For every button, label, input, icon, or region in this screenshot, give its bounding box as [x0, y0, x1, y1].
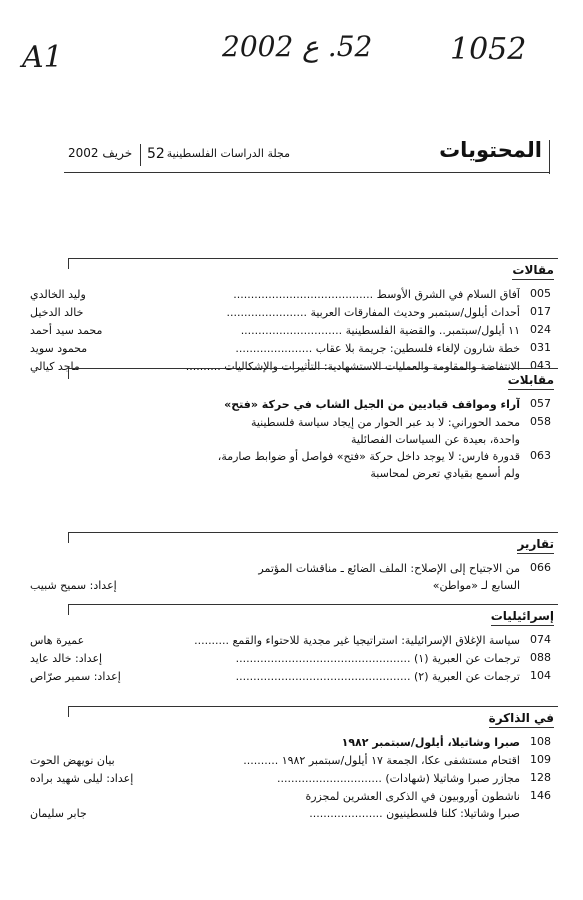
toc-entry: [30, 771, 558, 789]
entry-title: خطة شارون لإلغاء فلسطين: جريمة بلا عقاب ......................: [235, 342, 520, 355]
entry-title: آراء ومواقف قياديين من الجيل الشاب في حركة «فتح»: [224, 398, 520, 411]
contents-header: [64, 138, 550, 172]
page-number: 088: [530, 651, 551, 664]
toc-entry: [30, 397, 558, 415]
entry-author: وليد الخالدي: [30, 288, 86, 301]
journal-name: مجلة الدراسات الفلسطينية: [166, 147, 290, 160]
toc-entry: [30, 651, 558, 669]
page-number: 066: [530, 561, 551, 574]
toc-entry: [30, 323, 558, 341]
toc-entry: [30, 789, 558, 823]
entry-title: آفاق السلام في الشرق الأوسط ........................................: [233, 288, 520, 301]
entry-title-continued: ولم أسمع بقيادي تعرض لمحاسبة: [370, 467, 520, 480]
page-number: 063: [530, 449, 551, 462]
entry-author: محمد سيد أحمد: [30, 324, 103, 337]
page-number: 031: [530, 341, 551, 354]
handwritten-code-left: A1: [22, 40, 63, 75]
entry-title: ١١ أيلول/سبتمبر.. والقضية الفلسطينية .............................: [240, 324, 520, 337]
section-title: في الذاكرة: [488, 711, 554, 725]
entry-title: من الاجتياح إلى الإصلاح: الملف الضائع ـ مناقشات المؤتمر: [258, 562, 520, 575]
page-number: 074: [530, 633, 551, 646]
entry-author: إعداد: سميح شبيب: [30, 579, 117, 592]
entry-title: ترجمات عن العبرية (٢) ..................................................: [235, 670, 520, 683]
page-number: 128: [530, 771, 551, 784]
page-number: 005: [530, 287, 551, 300]
page-number: 108: [530, 735, 551, 748]
entry-title: سياسة الإغلاق الإسرائيلية: استراتيجيا غير مجدية للاحتواء والقمع ..........: [194, 634, 520, 647]
toc-entry: [30, 341, 558, 359]
entry-title: محمد الحوراني: لا بد عبر الحوار من إيجاد سياسة فلسطينية: [250, 416, 520, 429]
entry-title-continued: صبرا وشاتيلا: كلنا فلسطينيون .....................: [309, 807, 520, 820]
issue-number: 52: [140, 144, 165, 166]
entry-title: قدورة فارس: لا يوجد داخل حركة «فتح» فواصل أو ضوابط صارمة،: [217, 450, 520, 463]
entry-author: بيان نويهض الحوت: [30, 754, 115, 767]
page-number: 109: [530, 753, 551, 766]
section-title: تقارير: [517, 537, 554, 551]
toc-entry: [30, 449, 558, 483]
issue-season: خريف 2002: [68, 146, 133, 160]
toc-entry: [30, 735, 558, 753]
page-number: 058: [530, 415, 551, 428]
section-title: مقالات: [512, 263, 554, 277]
entry-title: ترجمات عن العبرية (١) ..................................................: [235, 652, 520, 665]
section-title: إسرائيليات: [490, 609, 554, 623]
entry-author: جابر سليمان: [30, 807, 87, 820]
section: [30, 604, 558, 687]
entry-author: محمود سويد: [30, 342, 88, 355]
entry-author: إعداد: سمير صرّاص: [30, 670, 121, 683]
entry-author: إعداد: خالد عايد: [30, 652, 103, 665]
section: [30, 532, 558, 595]
entry-title-continued: واحدة، بعيدة عن السياسات الفصائلية: [350, 433, 520, 446]
toc-entry: [30, 633, 558, 651]
toc-entry: [30, 753, 558, 771]
entry-title: اقتحام مستشفى عكا، الجمعة ١٧ أيلول/سبتمبر ١٩٨٢ ..........: [243, 754, 520, 767]
handwritten-code-right: 1052: [450, 32, 527, 67]
handwritten-code-middle: 52. ع 2002: [222, 30, 373, 63]
entry-title: صبرا وشاتيلا، أيلول/سبتمبر ١٩٨٢: [341, 736, 520, 749]
entry-title: ناشطون أوروبيون في الذكرى العشرين لمجزرة: [305, 790, 520, 803]
entry-title: مجازر صبرا وشاتيلا (شهادات) ..............................: [277, 772, 520, 785]
toc-entry: [30, 287, 558, 305]
section-title: مقابلات: [507, 373, 554, 387]
toc-entry: [30, 305, 558, 323]
section: [30, 258, 558, 377]
entry-title: الانتفاضة والمقاومة والعمليات الاستشهادية: التأثيرات والإشكاليات ..........: [185, 360, 520, 373]
entry-author: إعداد: ليلى شهيد براده: [30, 772, 134, 785]
page-number: 043: [530, 359, 551, 372]
toc-entry: [30, 669, 558, 687]
page-number: 104: [530, 669, 551, 682]
entry-author: ماجد كيالي: [30, 360, 80, 373]
page-number: 024: [530, 323, 551, 336]
page-number: 146: [530, 789, 551, 802]
entry-title-continued: السابع لـ «مواطن»: [432, 579, 520, 592]
page-number: 057: [530, 397, 551, 410]
entry-author: خالد الدخيل: [30, 306, 84, 319]
toc-entry: [30, 561, 558, 595]
section: [30, 706, 558, 823]
toc-entry: [30, 415, 558, 449]
page-number: 017: [530, 305, 551, 318]
page-title: المحتويات: [439, 138, 542, 162]
section: [30, 368, 558, 483]
entry-author: عميرة هاس: [30, 634, 85, 647]
entry-title: أحداث أيلول/سبتمبر وحديث المفارقات العربية .......................: [226, 306, 520, 319]
